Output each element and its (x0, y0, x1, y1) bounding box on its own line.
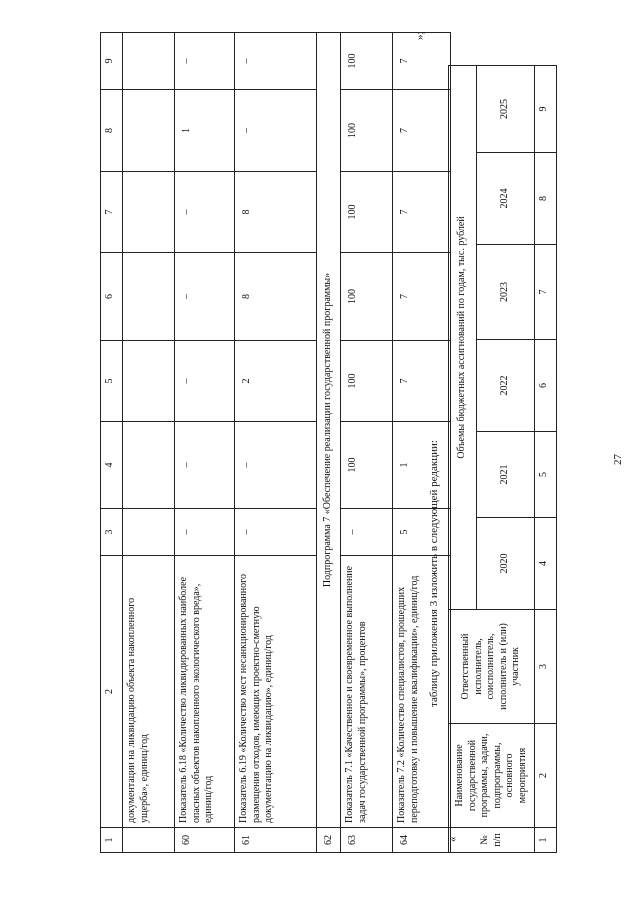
indicator-name-cell: документации на ликвидацию объекта накопленного ущерба», единиц/год (123, 556, 175, 828)
closing-quote: »; (414, 31, 426, 40)
table-row (393, 33, 451, 853)
value-cell: 7 (393, 90, 451, 172)
column-number-cell: 9 (101, 33, 123, 90)
year-cell: 2022 (477, 340, 535, 432)
indicators-table (100, 32, 451, 853)
value-cell: 100 (341, 341, 393, 422)
year-cell: 2023 (477, 245, 535, 340)
value-cell: 7 (393, 341, 451, 422)
column-number-cell: 4 (101, 422, 123, 509)
header-responsible: Ответственный исполнитель, соисполнитель, исполнитель и (или) участник (449, 610, 535, 724)
value-cell: 1 (175, 90, 235, 172)
value-cell: 7 (393, 33, 451, 90)
header-budget: Объемы бюджетных ассигнований по годам, тыс. рублей (449, 65, 477, 609)
value-cell: – (175, 172, 235, 253)
row-number-cell: 64 (393, 828, 451, 853)
column-number-cell: 4 (535, 518, 557, 610)
value-cell: 5 (393, 509, 451, 556)
column-number-cell: 6 (535, 340, 557, 432)
value-cell (123, 172, 175, 253)
value-cell (123, 253, 175, 341)
indicator-name-cell: Показатель 7.2 «Количество специалистов, прошедших переподготовку и повышение квалификации», единиц/год (393, 556, 451, 828)
value-cell (123, 509, 175, 556)
column-number-cell: 2 (101, 556, 123, 828)
year-cell: 2025 (477, 65, 535, 152)
value-cell (123, 33, 175, 90)
indicator-name-cell: Показатель 7.1 «Качественное и своевременное выполнение задач государственной программы», процентов (341, 556, 393, 828)
column-number-cell: 6 (101, 253, 123, 341)
value-cell: 2 (235, 341, 317, 422)
table-row (317, 33, 341, 853)
column-number-cell: 8 (535, 153, 557, 245)
year-cell: 2021 (477, 432, 535, 518)
value-cell: 100 (341, 33, 393, 90)
value-cell: – (235, 422, 317, 509)
column-number-cell: 5 (535, 432, 557, 518)
row-number-cell: 61 (235, 828, 317, 853)
column-number-cell: 5 (101, 341, 123, 422)
value-cell: – (175, 253, 235, 341)
column-number-cell: 9 (535, 65, 557, 152)
value-cell (123, 341, 175, 422)
value-cell: – (341, 509, 393, 556)
value-cell: – (235, 90, 317, 172)
subprogram-title-cell: Подпрограмма 7 «Обеспечение реализации государственной программы» (317, 33, 341, 828)
value-cell: – (175, 33, 235, 90)
value-cell: 100 (341, 422, 393, 509)
value-cell: – (235, 509, 317, 556)
row-number-cell: 60 (175, 828, 235, 853)
table-row (123, 33, 175, 853)
value-cell: 7 (393, 172, 451, 253)
indicator-name-cell: Показатель 6.18 «Количество ликвидированных наиболее опасных объектов накопленного экологического вреда», единиц/год (175, 556, 235, 828)
header-row (101, 33, 123, 853)
year-cell: 2020 (477, 518, 535, 610)
year-cell: 2024 (477, 153, 535, 245)
value-cell: – (175, 422, 235, 509)
page-number: 27 (612, 454, 624, 465)
row-number-cell (123, 828, 175, 853)
opening-quote: « (447, 836, 459, 842)
value-cell: – (175, 509, 235, 556)
value-cell: 100 (341, 172, 393, 253)
indicator-name-cell: Показатель 6.19 «Количество мест несанкционированного размещения отходов, имеющих проектно-сметную документацию на ликвидацию», единиц/год (235, 556, 317, 828)
value-cell: 100 (341, 90, 393, 172)
value-cell: – (235, 33, 317, 90)
column-number-cell: 2 (535, 724, 557, 828)
value-cell: 1 (393, 422, 451, 509)
column-number-cell: 1 (535, 828, 557, 853)
column-number-cell: 1 (101, 828, 123, 853)
instruction-text: таблицу приложения 3 изложить в следующей редакции: (428, 440, 440, 707)
header-name: Наименование государственной программы, задачи, подпрограммы, основного мероприятия (449, 724, 535, 828)
value-cell: 7 (393, 253, 451, 341)
value-cell (123, 90, 175, 172)
value-cell: 8 (235, 172, 317, 253)
row-number-cell: 63 (341, 828, 393, 853)
column-number-cell: 7 (535, 245, 557, 340)
value-cell (123, 422, 175, 509)
column-number-cell: 7 (101, 172, 123, 253)
budget-table (448, 65, 557, 853)
row-number-cell: 62 (317, 828, 341, 853)
header-num: № п/п (449, 828, 535, 853)
column-number-cell: 8 (101, 90, 123, 172)
value-cell: – (175, 341, 235, 422)
column-number-cell: 3 (101, 509, 123, 556)
value-cell: 8 (235, 253, 317, 341)
column-number-cell: 3 (535, 610, 557, 724)
table-row (341, 33, 393, 853)
table-row (175, 33, 235, 853)
value-cell: 100 (341, 253, 393, 341)
table-row (235, 33, 317, 853)
